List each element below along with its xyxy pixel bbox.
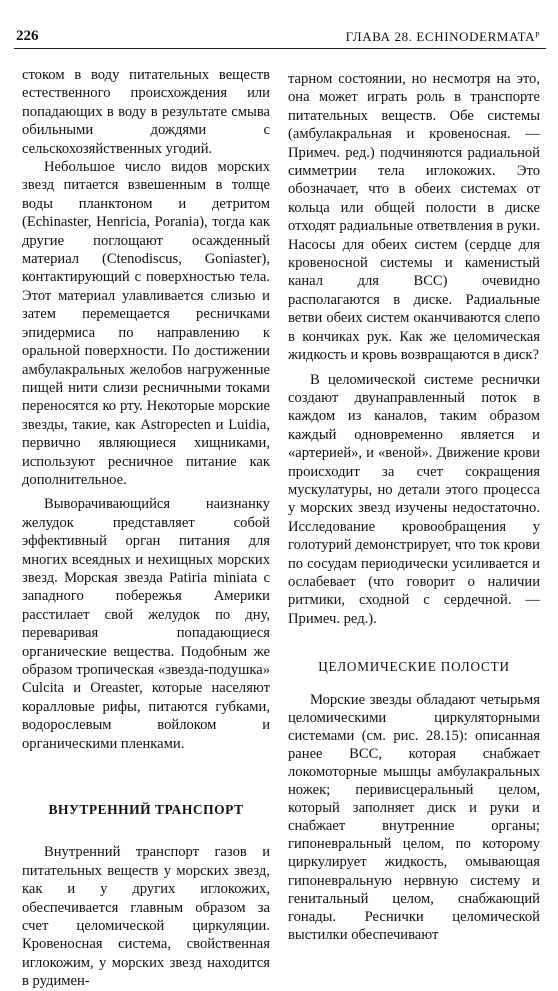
right-column xyxy=(288,70,540,944)
section-heading-internal-transport: ВНУТРЕННИЙ ТРАНСПОРТ xyxy=(48,802,244,818)
paragraph-blood-system: тарном состоянии, но несмотря на это, она может играть роль в транспорте питательных веществ. Обе системы (амбулакральная и кровеносная. — Примеч. ред.) подчиняются радиальной симметрии тела иглокожих. Это обозначает, что в обеих системах от кольца или общей полости в диске отходят радиальные ответвления в руки. Насосы для обеих систем (сердце для кровеносной системы и каменистый канал для ВСС) очевидно располагаются в диске. Радиальные ветви обеих систем оканчиваются слепо в кончиках рук. Как же целомическая жидкость и кровь возвращаются в диск? xyxy=(288,71,540,364)
paragraph-cilia-flow: В целомической системе реснички создают двунаправленный поток в каждом из каналов, таким образом каждый одновременно является и «артерией», и «веной». Движение крови происходит за счет сокращения мускулатуры, но детали этого процесса у морских звезд изучены недостаточно. Исследование кровообращения у голотурий демонстрирует, что ток крови по сосудам периодически усиливается и ослабевает (что говорит о наличии ритмики, сходной с сердечной. — Примеч. ред.). xyxy=(288,371,540,627)
page-header xyxy=(14,28,546,49)
page-number: 226 xyxy=(16,28,39,44)
left-column xyxy=(22,66,270,991)
paragraph-stomach-eversion: Выворачивающийся наизнанку желудок представляет собой эффективный орган питания для многих всеядных и нехищных морских звезд. Морская звезда Patiria miniata с западного побережья Америки расстилает свой желудок по дну, переваривая попадающиеся органические вещества. Подобным же образом тропическая «звезда-подушка» Culcita и Oreaster, которые населяют коралловые рифы, питаются губками, водорослевым войлоком и органическими пленками. xyxy=(22,496,270,752)
paragraph-continuation: стоком в воду питательных веществ естественного происхождения или попадающих в воду в результате смыва обильными дождями с сельскохозяйственных угодий. xyxy=(22,67,270,157)
section-heading-coelomic-cavities: ЦЕЛОМИЧЕСКИЕ ПОЛОСТИ xyxy=(318,659,510,675)
paragraph-coelomic-systems: Морские звезды обладают четырьмя целомическими циркуляторными системами (см. рис. 28.15): описанная ранее ВСС, которая снабжает локомоторные мышцы амбулакральных ножек; перивисцеральный целом, который заполняет диск и руки и снабжает внутренние органы; гипоневральный целом, по которому циркулирует жидкость, омывающая гипоневральную нервную систему и генитальный целом, снабжающий гонады. Реснички целомической выстилки обеспечивают xyxy=(288,691,540,943)
paragraph-suspension-feeding: Небольшое число видов морских звезд питается взвешенным в толще воды планктоном и детритом (Echinaster, Henricia, Porania), тогда как другие поглощают осажденный материал (Ctenodiscus, Goniaster), контактирующий с поверхностью тела. Этот материал улавливается слизью и затем перемещается ресничками эпидермиса по направлению к оральной поверхности. По достижении амбулакральных желобов нагруженные пищей нити слизи ресничными токами переносятся ко рту. Некоторые морские звезды, такие, как Astropecten и Luidia, первично являющиеся хищниками, используют ресничное питание как дополнительное. xyxy=(22,159,270,488)
running-head: ГЛАВА 28. ECHINODERMATAᴾ xyxy=(345,29,540,44)
paragraph-internal-transport: Внутренний транспорт газов и питательных веществ у морских звезд, как и у других иглокожих, обеспечивается главным образом за счет целомической циркуляции. Кровеносная система, свойственная иглокожим, у морских звезд находится в рудимен- xyxy=(22,844,270,990)
